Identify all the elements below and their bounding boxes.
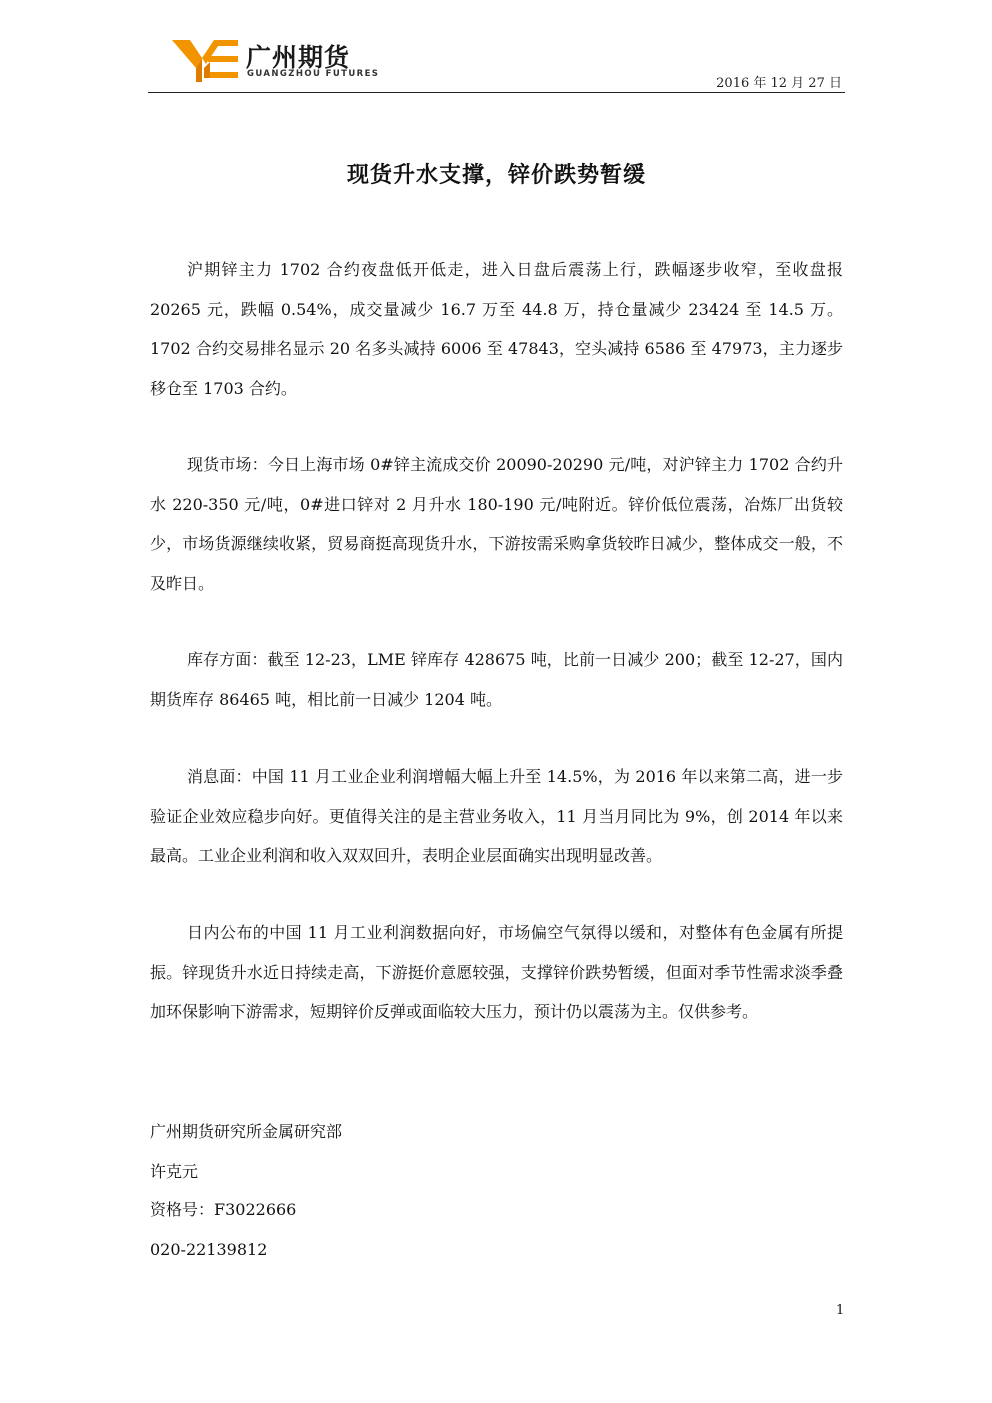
signature-author: 许克元 — [150, 1162, 199, 1181]
header-divider — [148, 92, 845, 93]
signature-phone: 020-22139812 — [150, 1240, 268, 1259]
page-number: 1 — [836, 1303, 845, 1318]
paragraph-outlook: 日内公布的中国 11 月工业利润数据向好，市场偏空气氛得以缓和，对整体有色金属有所提振。锌现货升水近日持续走高，下游挺价意愿较强，支撑锌价跌势暂缓，但面对季节性需求淡季叠加环保影响下游需求，短期锌价反弹或面临较大压力，预计仍以震荡为主。仅供参考。 — [150, 923, 843, 1021]
paragraph-spot-market: 现货市场：今日上海市场 0#锌主流成交价 20090-20290 元/吨，对沪锌主力 1702 合约升水 220-350 元/吨，0#进口锌对 2 月升水 180-190 元/吨附近。锌价低位震荡，冶炼厂出货较少，市场货源继续收紧，贸易商挺高现货升水，下游按需采购拿货较昨日减少，整体成交一般，不及昨日。 — [150, 455, 843, 593]
logo-english-name: GUANGZHOU FUTURES — [247, 69, 380, 79]
logo-mark-icon — [172, 38, 238, 82]
paragraph-inventory: 库存方面：截至 12-23，LME 锌库存 428675 吨，比前一日减少 200；截至 12-27，国内期货库存 86465 吨，相比前一日减少 1204 吨。 — [150, 650, 843, 709]
signature-qualification: 资格号：F3022666 — [150, 1200, 297, 1219]
company-logo — [172, 38, 380, 84]
logo-chinese-name: 广州期货 — [246, 43, 351, 72]
report-date: 2016 年 12 月 27 日 — [716, 76, 842, 91]
paragraph-market-summary: 沪期锌主力 1702 合约夜盘低开低走，进入日盘后震荡上行，跌幅逐步收窄，至收盘报 20265 元，跌幅 0.54%，成交量减少 16.7 万至 44.8 万，持仓量减少 23424 至 14.5 万。1702 合约交易排名显示 20 名多头减持 6006 至 47843，空头减持 6586 至 47973，主力逐步移仓至 1703 合约。 — [150, 260, 843, 398]
paragraph-news: 消息面：中国 11 月工业企业利润增幅大幅上升至 14.5%，为 2016 年以来第二高，进一步验证企业效应稳步向好。更值得关注的是主营业务收入，11 月当月同比为 9%，创 2014 年以来最高。工业企业利润和收入双双回升，表明企业层面确实出现明显改善。 — [150, 767, 843, 865]
page-title: 现货升水支撑，锌价跌势暂缓 — [346, 163, 646, 188]
signature-department: 广州期货研究所金属研究部 — [150, 1122, 343, 1141]
